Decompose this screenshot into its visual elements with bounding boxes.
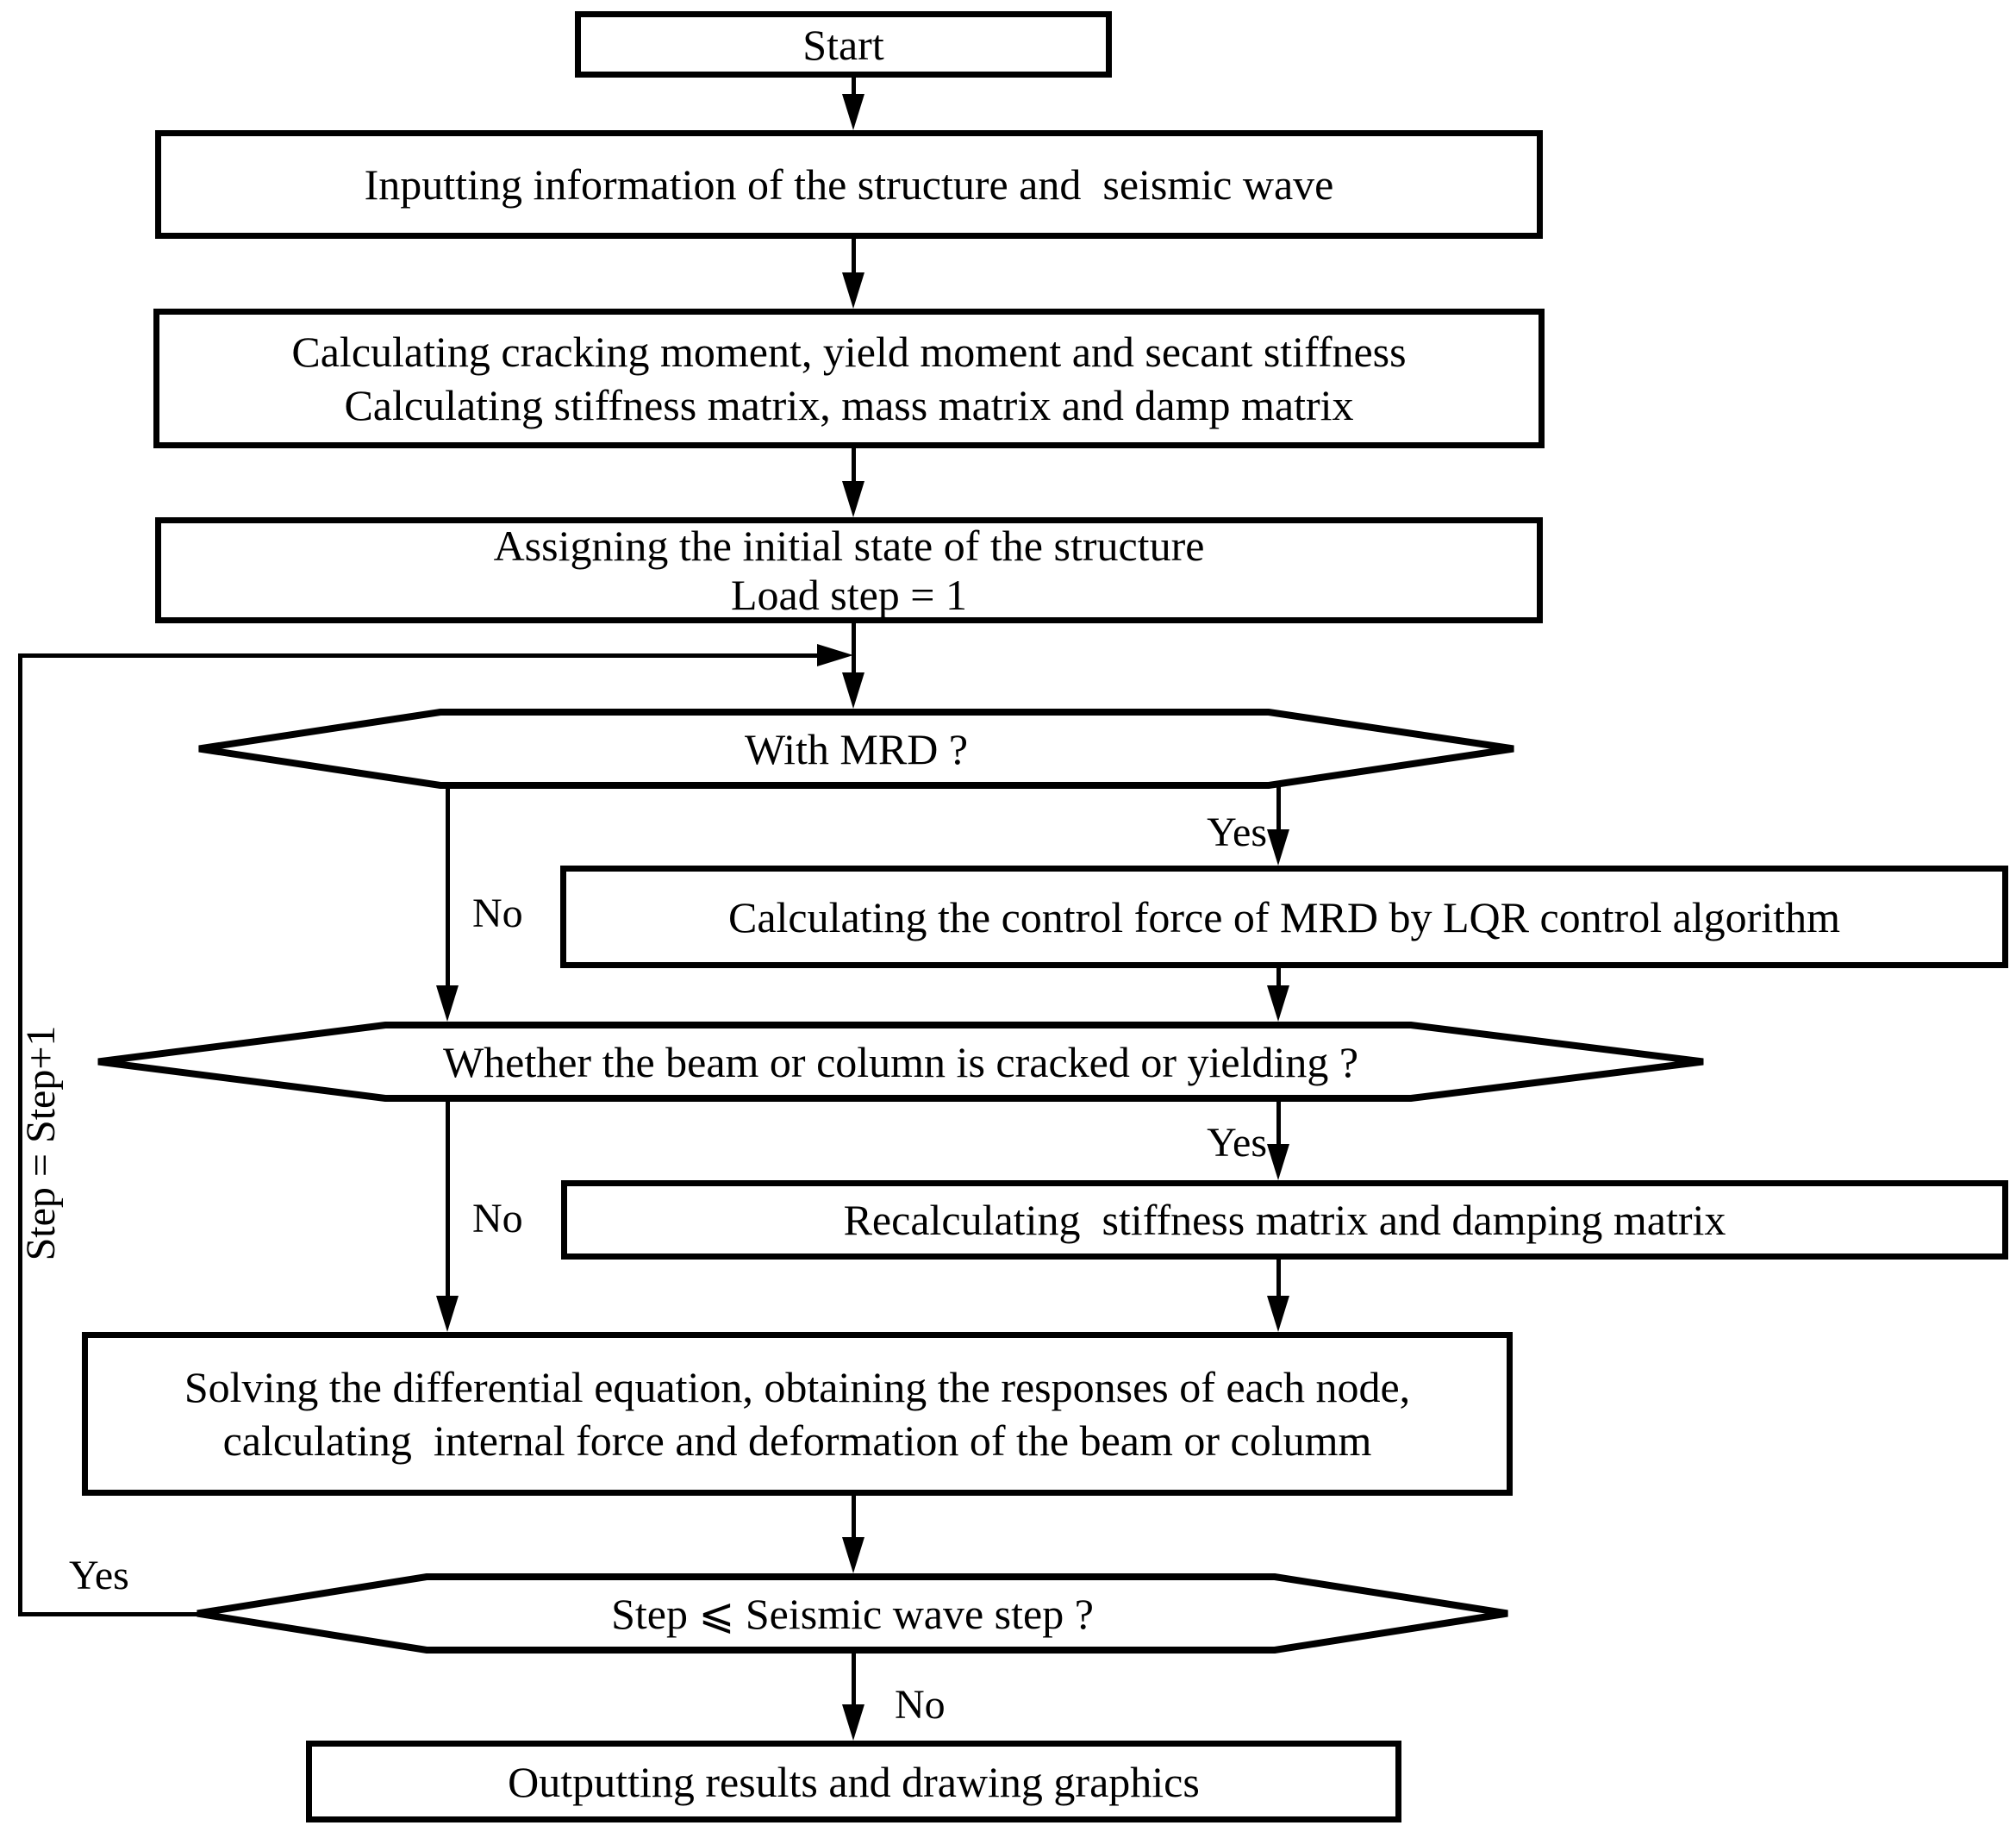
calc-moments-line1: Calculating cracking moment, yield moment and secant stiffness: [291, 328, 1407, 376]
lqr-control-label: Calculating the control force of MRD by LQR control algorithm: [728, 892, 1840, 941]
label-yes-with-mrd: Yes: [1207, 810, 1267, 855]
connector-step-no: [852, 1651, 856, 1710]
decision-with-mrd: [196, 709, 1517, 789]
connector-calc-assign: [852, 447, 856, 485]
assign-initial-line1: Assigning the initial state of the structure: [493, 521, 1205, 570]
recalc-matrix-node: [561, 1180, 2008, 1260]
solve-equation-node: [82, 1332, 1513, 1496]
decision-with-mrd-label: With MRD ?: [744, 724, 969, 773]
output-label: Outputting results and drawing graphics: [508, 1757, 1200, 1806]
arrowhead-down-icon: [842, 672, 864, 709]
label-yes-cracked: Yes: [1207, 1120, 1267, 1166]
arrowhead-down-icon: [436, 1296, 459, 1332]
calc-moments-line2: Calculating stiffness matrix, mass matrix and damp matrix: [344, 381, 1354, 429]
connector-cracked-no: [446, 1097, 450, 1300]
input-info-node: [155, 130, 1543, 239]
decision-cracked-yielding: [95, 1022, 1707, 1102]
connector-loop-top: [18, 653, 820, 658]
arrowhead-down-icon: [1267, 1144, 1289, 1180]
output-node: [306, 1741, 1401, 1822]
recalc-matrix-label: Recalculating stiffness matrix and damping matrix: [843, 1196, 1726, 1244]
arrowhead-down-icon: [842, 1537, 864, 1573]
arrowhead-down-icon: [842, 1704, 864, 1741]
arrowhead-down-icon: [842, 272, 864, 309]
assign-initial-line2: Load step = 1: [731, 570, 967, 619]
arrowhead-down-icon: [1267, 985, 1289, 1022]
arrowhead-down-icon: [842, 481, 864, 517]
assign-initial-node: [155, 517, 1543, 623]
start-node: [575, 11, 1112, 78]
arrowhead-down-icon: [1267, 829, 1289, 866]
connector-solve-step: [852, 1493, 856, 1541]
connector-recalc-solve: [1276, 1257, 1281, 1300]
arrowhead-down-icon: [436, 985, 459, 1022]
arrowhead-right-icon: [817, 644, 853, 666]
start-label: Start: [802, 20, 884, 69]
arrowhead-down-icon: [842, 94, 864, 130]
label-no-with-mrd: No: [472, 891, 523, 936]
lqr-control-node: [560, 866, 2008, 968]
connector-withmrd-yes: [1276, 785, 1281, 836]
connector-input-calc: [852, 237, 856, 276]
label-no-cracked: No: [472, 1196, 523, 1241]
decision-step-limit: [194, 1573, 1511, 1654]
connector-withmrd-no: [446, 785, 450, 991]
connector-loop-bottom: [18, 1612, 199, 1616]
calc-moments-node: [153, 309, 1545, 448]
input-info-label: Inputting information of the structure and seismic wave: [364, 160, 1334, 209]
solve-equation-line1: Solving the differential equation, obtaining the responses of each node,: [184, 1363, 1411, 1411]
solve-equation-line2: calculating internal force and deformation of the beam or columm: [222, 1416, 1372, 1465]
arrowhead-down-icon: [1267, 1296, 1289, 1332]
decision-step-limit-label: Step ⩽ Seismic wave step ?: [611, 1589, 1094, 1638]
connector-cracked-yes: [1276, 1097, 1281, 1149]
decision-cracked-yielding-label: Whether the beam or column is cracked or yielding ?: [442, 1037, 1359, 1086]
label-yes-step: Yes: [69, 1553, 129, 1598]
label-step-increment: Step = Step+1: [18, 1025, 64, 1261]
label-no-step: No: [895, 1682, 946, 1728]
